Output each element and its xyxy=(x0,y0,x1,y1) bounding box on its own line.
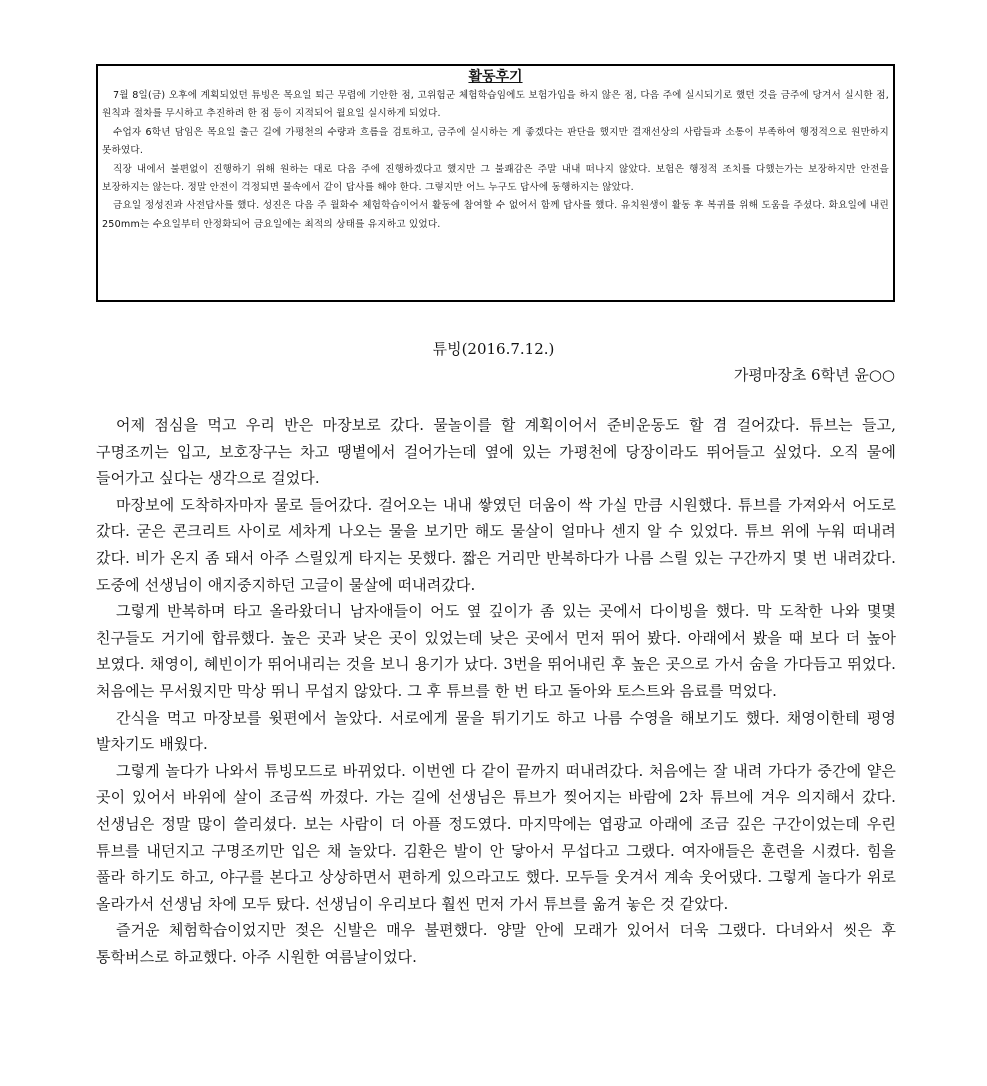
essay-title: 튜빙(2016.7.12.) xyxy=(432,340,555,358)
review-paragraph-3: 직장 내에서 불편없이 진행하기 위해 원하는 대로 다음 주에 진행하겠다고 했지만 그 불쾌감은 주말 내내 떠나지 않았다. 보험은 행정적 조치를 다했는가는 보장하지만 안전을 보장하지는 않는다. 정말 안전이 걱정되면 물속에서 같이 답사를 해야 한다. 그렇지만 어느 누구도 답사에 동행하지는 않았다. xyxy=(102,163,889,194)
essay-paragraph-2: 마장보에 도착하자마자 물로 들어갔다. 걸어오는 내내 쌓였던 더움이 싹 가실 만큼 시원했다. 튜브를 가져와서 어도로 갔다. 굳은 콘크리트 사이로 세차게 나오는 물을 보기만 해도 물살이 얼마나 센지 알 수 있었다. 튜브 위에 누워 떠내려 갔다. 비가 온지 좀 돼서 아주 스릴있게 타지는 못했다. 짧은 거리만 반복하다가 나름 스릴 있는 구간까지 몇 번 내려갔다. 도중에 선생님이 애지중지하던 고글이 물살에 떠내려갔다. xyxy=(96,495,896,594)
essay-paragraph-4: 간식을 먹고 마장보를 윗편에서 놀았다. 서로에게 물을 튀기기도 하고 나름 수영을 해보기도 했다. 채영이한테 평영 발차기도 배웠다. xyxy=(96,708,896,754)
review-paragraph-1: 7월 8일(금) 오후에 계획되었던 튜빙은 목요일 퇴근 무렵에 기안한 점, 고위험군 체험학습임에도 보험가입을 하지 않은 점, 다음 주에 실시되기로 했던 것을 금주에 당겨서 실시한 점, 원칙과 절차를 무시하고 추진하려 한 점 등이 지적되어 월요일 실시하게 되었다. xyxy=(102,90,889,120)
review-paragraph-4: 금요일 정성진과 사전답사를 했다. 성진은 다음 주 월화수 체험학습이어서 활동에 참여할 수 없어서 함께 답사를 했다. 유치원생이 활동 후 복귀를 위해 도움을 주셨다. 화요일에 내린 250mm는 수요일부터 안정화되어 금요일에는 최적의 상태를 유지하고 있었다. xyxy=(102,200,889,230)
essay-author: 가평마장초 6학년 윤○○ xyxy=(733,366,895,384)
essay-body xyxy=(96,412,896,970)
essay-paragraph-6: 즐거운 체험학습이었지만 젖은 신발은 매우 불편했다. 양말 안에 모래가 있어서 더욱 그랬다. 다녀와서 씻은 후 통학버스로 하교했다. 아주 시원한 여름날이었다. xyxy=(96,921,896,966)
essay-paragraph-5: 그렇게 놀다가 나와서 튜빙모드로 바뀌었다. 이번엔 다 같이 끝까지 떠내려갔다. 처음에는 잘 내려 가다가 중간에 얕은 곳이 있어서 바위에 살이 조금씩 까졌다. 가는 길에 선생님은 튜브가 찢어지는 바람에 2차 튜브에 겨우 의지해서 갔다. 선생님은 정말 많이 쓸리셨다. 보는 사람이 더 아플 정도였다. 마지막에는 엽광교 아래에 조금 깊은 구간이었는데 우린 튜브를 내던지고 구명조끼만 입은 채 놀았다. 김환은 발이 안 닿아서 무섭다고 그랬다. 여자애들은 훈련을 시켰다. 힘을 풀라 하기도 하고, 야구를 본다고 상상하면서 편하게 있으라고도 했다. 모두들 웃겨서 계속 웃어댔다. 그렇게 놀다가 위로 올라가서 선생님 차에 모두 탔다. 선생님이 우리보다 훨씬 먼저 가서 튜브를 옮겨 놓은 것 같았다. xyxy=(96,761,896,913)
activity-review-box xyxy=(96,64,895,302)
essay-paragraph-3: 그렇게 반복하며 타고 올라왔더니 남자애들이 어도 옆 깊이가 좀 있는 곳에서 다이빙을 했다. 막 도착한 나와 몇몇 친구들도 거기에 합류했다. 높은 곳과 낮은 곳이 있었는데 낮은 곳에서 먼저 뛰어 봤다. 아래에서 봤을 때 보다 더 높아 보였다. 채영이, 혜빈이가 뛰어내리는 것을 보니 용기가 났다. 3번을 뛰어내린 후 높은 곳으로 가서 숨을 가다듬고 뛰었다. 처음에는 무서웠지만 막상 뛰니 무섭지 않았다. 그 후 튜브를 한 번 타고 돌아와 토스트와 음료를 먹었다. xyxy=(96,602,896,700)
review-title: 활동후기 xyxy=(468,69,523,85)
review-paragraph-2: 수업자 6학년 담임은 목요일 출근 길에 가평천의 수량과 흐름을 검토하고, 금주에 실시하는 게 좋겠다는 판단을 했지만 결재선상의 사람들과 소통이 부족하여 행정적으로 원만하지 못하였다. xyxy=(102,126,889,157)
essay-paragraph-1: 어제 점심을 먹고 우리 반은 마장보로 갔다. 물놀이를 할 계획이어서 준비운동도 할 겸 걸어갔다. 튜브는 들고, 구명조끼는 입고, 보호장구는 차고 땡볕에서 걸어가는데 옆에 있는 가평천에 당장이라도 뛰어들고 싶었다. 오직 물에 들어가고 싶다는 생각으로 걸었다. xyxy=(96,416,896,488)
